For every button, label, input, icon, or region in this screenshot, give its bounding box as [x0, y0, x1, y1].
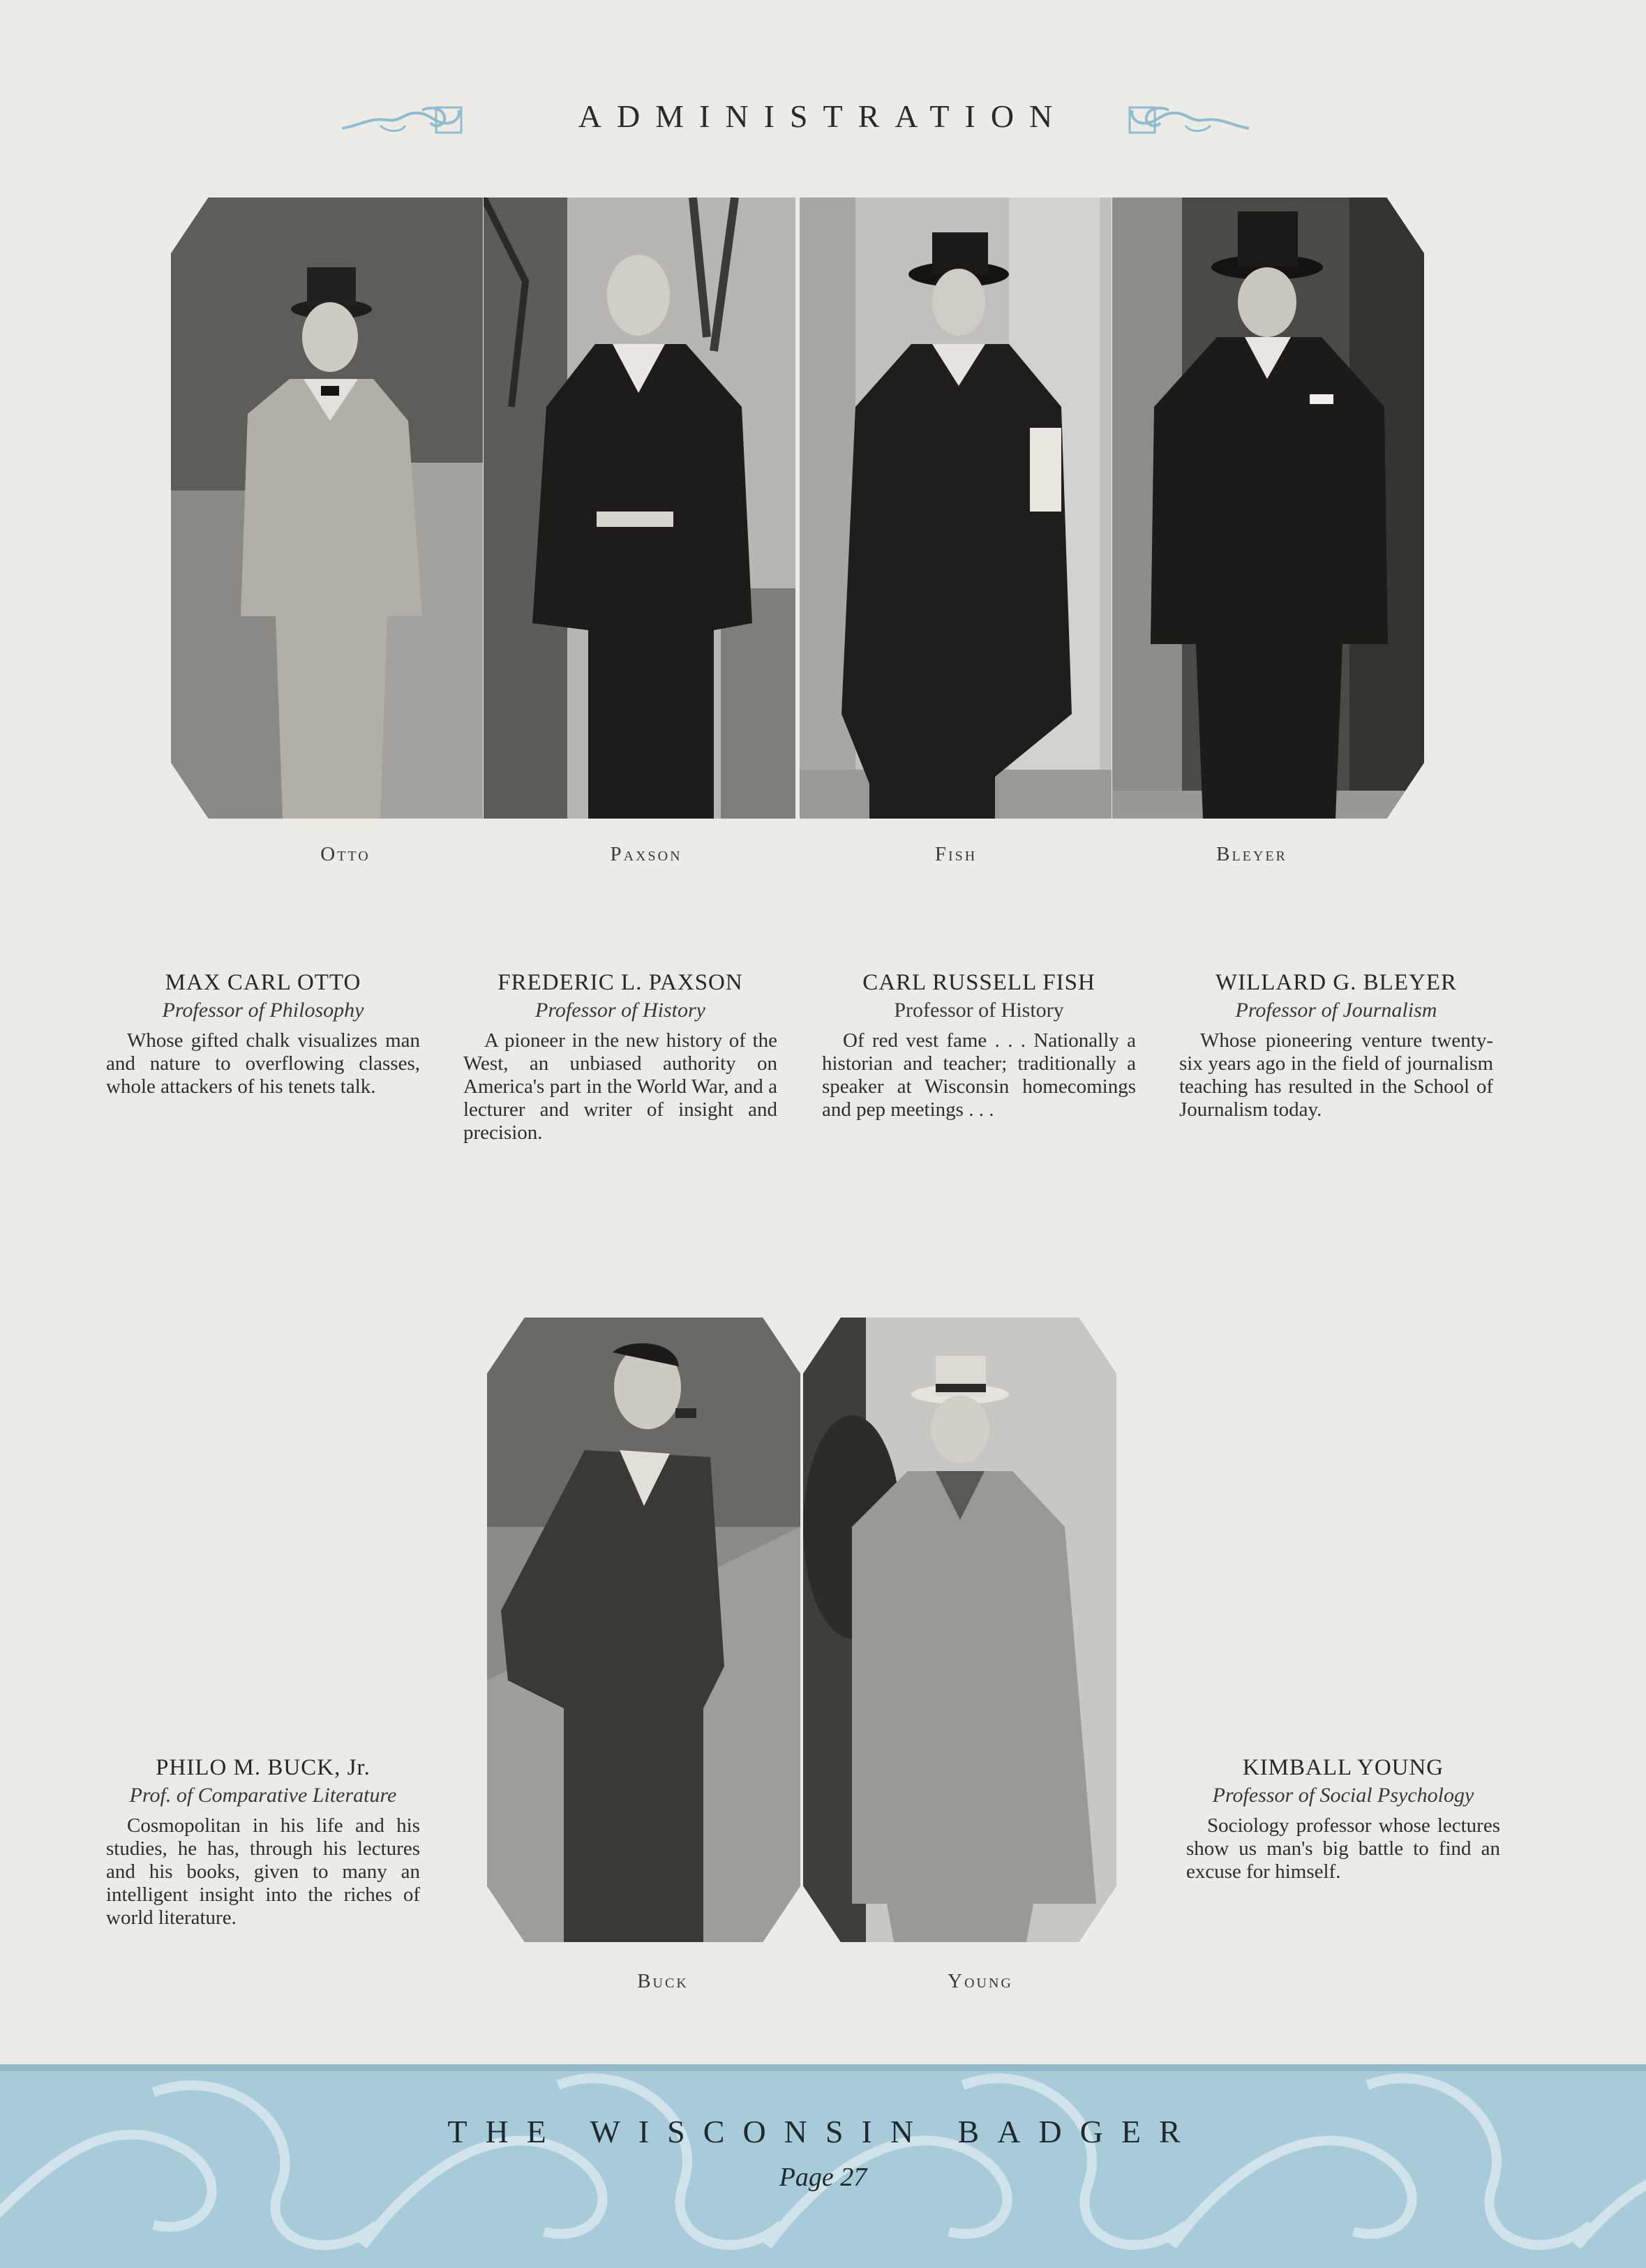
bio-name: MAX CARL OTTO — [165, 970, 361, 995]
photo-paxson — [484, 197, 795, 819]
bio-buck — [106, 1755, 420, 1930]
page-number: Page 27 — [779, 2163, 867, 2192]
caption-young: Young — [948, 1970, 1013, 1992]
caption-buck: Buck — [637, 1970, 689, 1992]
bio-fish — [822, 970, 1136, 1121]
bio-description: Whose pioneering venture twenty-six years ago in the field of journalism teaching has resulted in the School of Journalism today. — [1179, 1029, 1493, 1121]
bio-title: Professor of History — [894, 999, 1064, 1022]
bio-description: Sociology professor whose lectures show us man's big battle to find an excuse for himself. — [1186, 1814, 1500, 1883]
portrait-icon — [171, 197, 483, 819]
bio-name: CARL RUSSELL FISH — [862, 970, 1095, 995]
bio-title: Professor of History — [535, 999, 705, 1022]
bio-bleyer — [1179, 970, 1493, 1121]
bio-name: PHILO M. BUCK, Jr. — [156, 1755, 371, 1780]
caption-bleyer: Bleyer — [1216, 843, 1287, 865]
photo-otto — [171, 197, 483, 819]
portrait-icon — [800, 197, 1112, 819]
photo-young — [803, 1318, 1116, 1942]
caption-paxson: Paxson — [610, 843, 682, 865]
footer-rule — [0, 2064, 1646, 2071]
portrait-icon — [1112, 197, 1424, 819]
bio-title: Professor of Journalism — [1235, 999, 1437, 1022]
bio-title: Professor of Philosophy — [162, 999, 364, 1022]
footer-title: THE WISCONSIN BADGER — [447, 2114, 1199, 2149]
photo-bleyer — [1112, 197, 1424, 819]
bio-description: Cosmopolitan in his life and his studies, he has, through his lectures and his books, given to many an intelligent insight into the riches of world literature. — [106, 1814, 420, 1929]
portrait-icon — [487, 1318, 800, 1942]
photo-fish — [800, 197, 1112, 819]
scroll-ornament-icon — [1127, 105, 1252, 135]
header-ornament-right — [1127, 105, 1252, 135]
bio-otto — [106, 970, 420, 1098]
bio-description: A pioneer in the new history of the West, an unbiased authority on America's part in the World War, and a lecturer and writer of insight and precision. — [463, 1029, 777, 1144]
bio-title: Professor of Social Psychology — [1212, 1784, 1474, 1807]
bio-name: KIMBALL YOUNG — [1242, 1755, 1444, 1780]
bio-young — [1186, 1755, 1500, 1883]
bio-title: Prof. of Comparative Literature — [129, 1784, 397, 1807]
page-title: ADMINISTRATION — [578, 98, 1068, 134]
portrait-icon — [803, 1318, 1116, 1942]
bio-description: Whose gifted chalk visualizes man and nature to overflowing classes, whole attackers of his tenets talk. — [106, 1029, 420, 1098]
caption-fish: Fish — [934, 843, 978, 865]
bio-name: FREDERIC L. PAXSON — [497, 970, 743, 995]
caption-otto: Otto — [320, 843, 371, 865]
bio-paxson — [463, 970, 777, 1144]
bio-description: Of red vest fame . . . Nationally a historian and teacher; traditionally a speaker at Wisconsin homecomings and pep meetings . . . — [822, 1029, 1136, 1121]
portrait-icon — [484, 197, 795, 819]
photo-buck — [487, 1318, 800, 1942]
bio-name: WILLARD G. BLEYER — [1215, 970, 1458, 995]
